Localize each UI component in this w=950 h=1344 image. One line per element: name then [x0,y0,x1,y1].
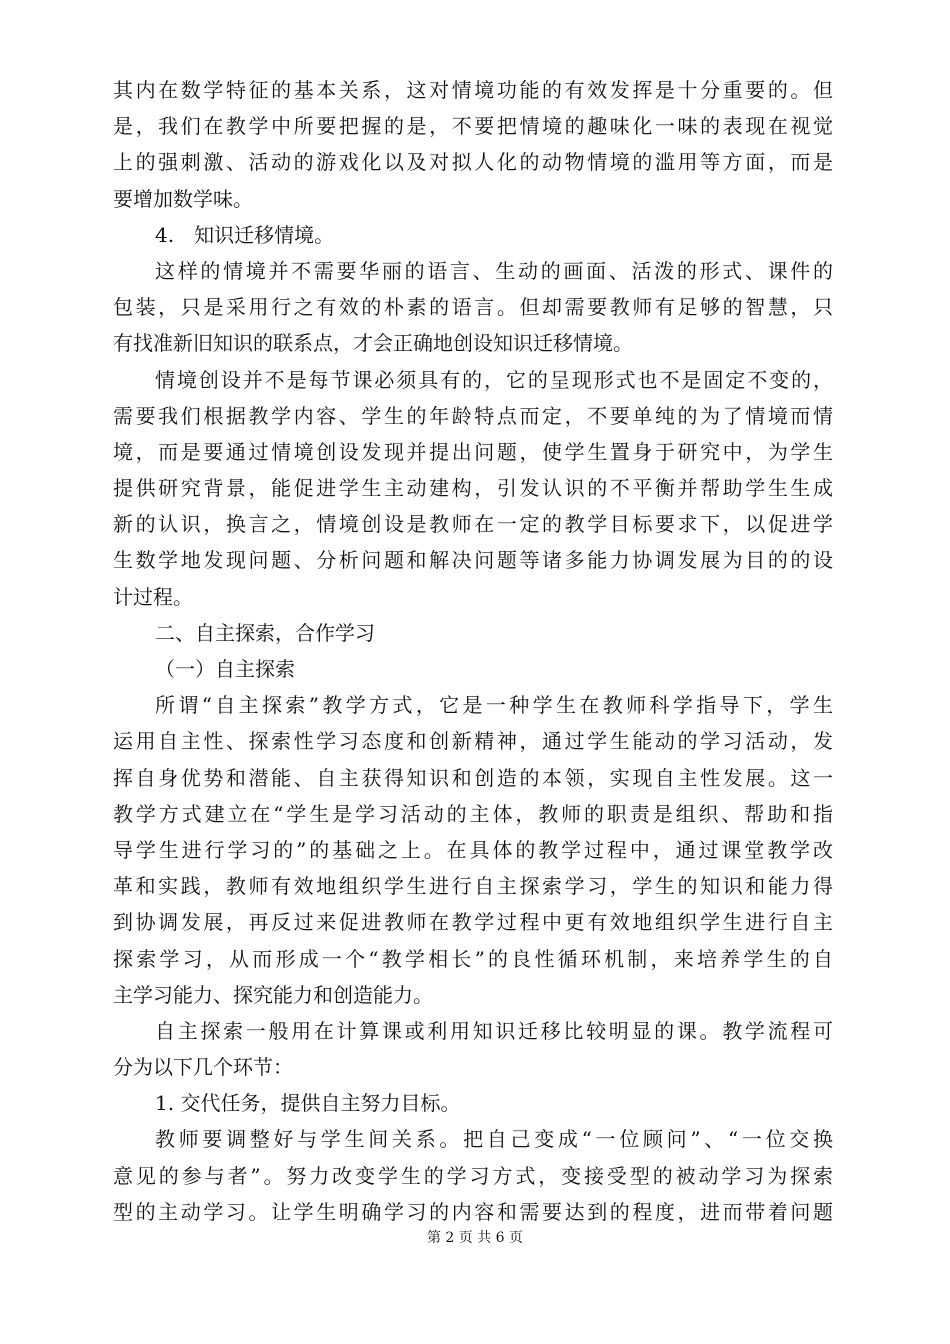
text-line: 型的主动学习。让学生明确学习的内容和需要达到的程度，进而带着问题 [113,1199,833,1224]
footer-suffix: 页 [509,1230,524,1246]
text-line: 到协调发展，再反过来促进教师在教学过程中更有效地组织学生进行自主 [113,910,833,935]
document-body [113,72,833,1230]
text-line: 4. 知识迁移情境。 [155,222,335,247]
text-line: 导学生进行学习的”的基础之上。在具体的教学过程中，通过课堂教学改 [113,837,833,862]
text-line: 上的强刺激、活动的游戏化以及对拟人化的动物情境的滥用等方面，而是 [113,150,833,175]
text-line: 要增加数学味。 [113,186,253,211]
text-line: 主学习能力、探究能力和创造能力。 [113,982,433,1007]
text-line: 计过程。 [113,584,193,609]
text-line: 其内在数学特征的基本关系，这对情境功能的有效发挥是十分重要的。但 [113,78,833,102]
total-page-number: 6 [495,1230,505,1246]
text-line: 二、自主探索，合作学习 [155,620,375,645]
text-line: 教师要调整好与学生间关系。把自己变成“一位顾问”、“一位交换 [155,1127,833,1152]
text-line: 革和实践，教师有效地组织学生进行自主探索学习，学生的知识和能力得 [113,874,833,899]
current-page-number: 2 [445,1230,455,1246]
text-line: 这样的情境并不需要华丽的语言、生动的画面、活泼的形式、课件的 [155,258,833,283]
text-line: （一）自主探索 [155,657,295,681]
text-line: 境，而是要通过情境创设发现并提出问题，使学生置身于研究中，为学生 [113,439,833,464]
text-line: 意见的参与者”。努力改变学生的学习方式，变接受型的被动学习为探索 [113,1163,833,1188]
text-line: 挥自身优势和潜能、自主获得知识和创造的本领，实现自主性发展。这一 [113,765,833,790]
text-line: 运用自主性、探索性学习态度和创新精神，通过学生能动的学习活动，发 [113,729,833,754]
text-line: 提供研究背景，能促进学生主动建构，引发认识的不平衡并帮助学生生成 [113,476,833,501]
text-line: 1. 交代任务，提供自主努力目标。 [155,1091,461,1116]
text-line: 是，我们在教学中所要把握的是，不要把情境的趣味化一味的表现在视觉 [113,114,833,139]
text-line: 探索学习，从而形成一个“教学相长”的良性循环机制，来培养学生的自 [113,946,833,971]
page-footer [0,1228,950,1248]
text-line: 自主探索一般用在计算课或利用知识迁移比较明显的课。教学流程可 [155,1018,833,1043]
footer-middle: 页 共 [458,1230,492,1246]
footer-prefix: 第 [426,1230,441,1246]
text-line: 所谓“自主探索”教学方式，它是一种学生在教师科学指导下，学生 [155,693,833,718]
text-line: 需要我们根据教学内容、学生的年龄特点而定，不要单纯的为了情境而情 [113,403,833,428]
text-line: 分为以下几个环节： [113,1055,293,1080]
text-line: 情境创设并不是每节课必须具有的，它的呈现形式也不是固定不变的， [155,367,833,392]
text-line: 教学方式建立在“学生是学习活动的主体，教师的职责是组织、帮助和指 [113,801,833,826]
text-line: 包装，只是采用行之有效的朴素的语言。但却需要教师有足够的智慧，只 [113,295,833,320]
text-line: 生数学地发现问题、分析问题和解决问题等诸多能力协调发展为目的的设 [113,548,833,573]
text-line: 新的认识，换言之，情境创设是教师在一定的教学目标要求下，以促进学 [113,512,833,537]
text-line: 有找准新旧知识的联系点，才会正确地创设知识迁移情境。 [113,331,633,356]
